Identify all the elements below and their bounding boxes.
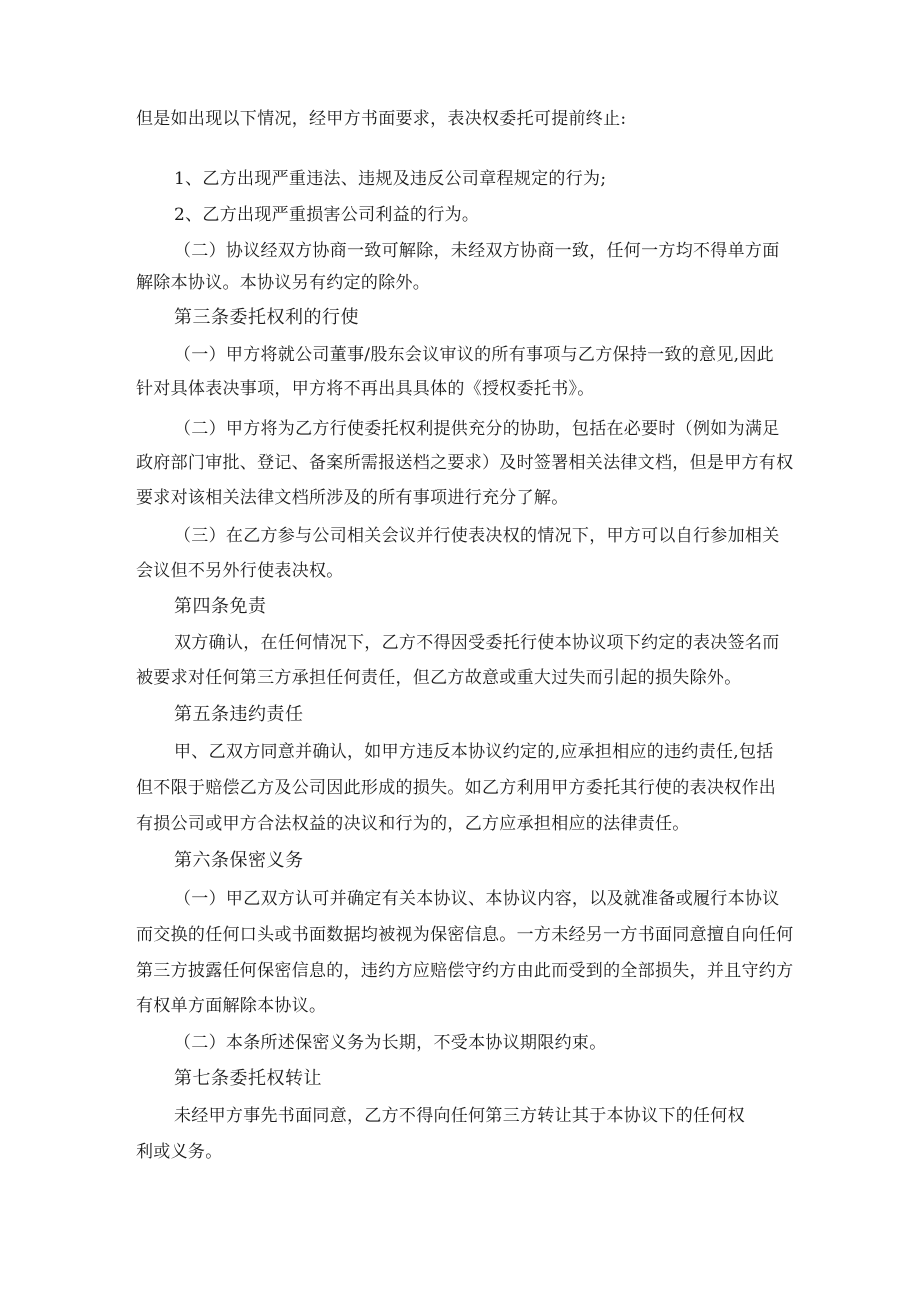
article-6-p1-line-1: （一）甲乙双方认可并确定有关本协议、本协议内容，以及就准备或履行本协议: [174, 889, 780, 909]
article-3-p2-line-2: 政府部门审批、登记、备案所需报送档之要求）及时签署相关法律文档，但是甲方有权: [136, 453, 794, 473]
article-3-p2-line-1: （二）甲方将为乙方行使委托权利提供充分的协助，包括在必要时（例如为满足: [174, 419, 780, 439]
list-item-1: 1、乙方出现严重违法、违规及违反公司章程规定的行为;: [174, 169, 607, 189]
article-3-p3-line-1: （三）在乙方参与公司相关会议并行使表决权的情况下，甲方可以自行参加相关: [174, 526, 780, 546]
article-5-line-1: 甲、乙双方同意并确认，如甲方违反本协议约定的,应承担相应的违约责任,包括: [174, 742, 774, 762]
article-7-heading: 第七条委托权转让: [174, 1068, 322, 1089]
article-5-line-2: 但不限于赔偿乙方及公司因此形成的损失。如乙方利用甲方委托其行使的表决权作出: [136, 778, 777, 798]
article-6-p2-line-1: （二）本条所述保密义务为长期，不受本协议期限约束。: [174, 1033, 607, 1053]
article-3-p1-line-2: 针对具体表决事项，甲方将不再出具具体的《授权委托书》。: [136, 379, 595, 399]
article-7-line-1: 未经甲方事先书面同意，乙方不得向任何第三方转让其于本协议下的任何权: [174, 1106, 745, 1126]
article-6-p1-line-3: 第三方披露任何保密信息的，违约方应赔偿守约方由此而受到的全部损失，并且守约方: [136, 961, 794, 981]
article-5-line-3: 有损公司或甲方合法权益的决议和行为的，乙方应承担相应的法律责任。: [136, 814, 690, 834]
intro-paragraph: 但是如出现以下情况，经甲方书面要求，表决权委托可提前终止:: [136, 109, 627, 129]
article-3-p1-line-1: （一）甲方将就公司董事/股东会议审议的所有事项与乙方保持一致的意见,因此: [174, 345, 774, 365]
article-7-line-2: 利或义务。: [136, 1142, 223, 1162]
clause-2-line-2: 解除本协议。本协议另有约定的除外。: [136, 273, 431, 293]
article-6-p1-line-2: 而交换的任何口头或书面数据均被视为保密信息。一方未经另一方书面同意擅自向任何: [136, 925, 794, 945]
article-3-heading: 第三条委托权利的行使: [174, 307, 359, 328]
article-4-heading: 第四条免责: [174, 596, 267, 617]
list-item-2: 2、乙方出现严重损害公司利益的行为。: [174, 205, 480, 225]
article-3-p2-line-3: 要求对该相关法律文档所涉及的所有事项进行充分了解。: [136, 488, 569, 508]
article-4-line-2: 被要求对任何第三方承担任何责任，但乙方故意或重大过失而引起的损失除外。: [136, 668, 742, 688]
article-6-p1-line-4: 有权单方面解除本协议。: [136, 996, 327, 1016]
article-6-heading: 第六条保密义务: [174, 850, 304, 871]
article-5-heading: 第五条违约责任: [174, 704, 304, 725]
clause-2-line-1: （二）协议经双方协商一致可解除，未经双方协商一致，任何一方均不得单方面: [174, 241, 780, 261]
article-3-p3-line-2: 会议但不另外行使表决权。: [136, 561, 344, 581]
article-4-line-1: 双方确认，在任何情况下，乙方不得因受委托行使本协议项下约定的表决签名而: [174, 633, 780, 653]
